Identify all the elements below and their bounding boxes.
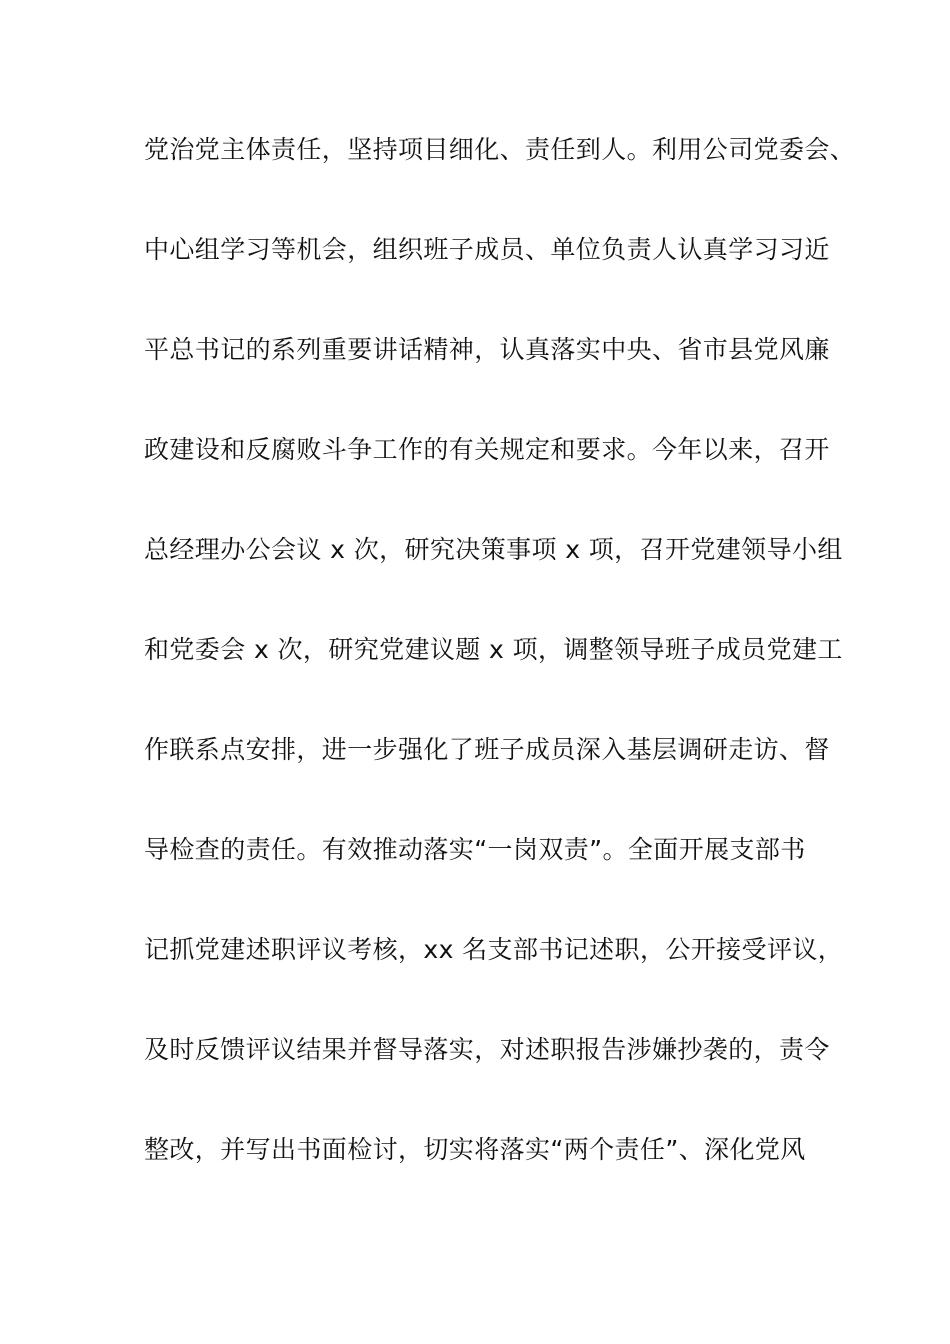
text-line-2: 中心组学习等机会，组织班子成员、单位负责人认真学习习近: [144, 235, 830, 264]
text-line-4: 政建设和反腐败斗争工作的有关规定和要求。今年以来，召开: [144, 435, 830, 464]
body-paragraph: [144, 125, 856, 1225]
text-line-10: 及时反馈评议结果并督导落实，对述职报告涉嫌抄袭的，责令: [144, 1035, 830, 1064]
text-line-1: 党治党主体责任，坚持项目细化、责任到人。利用公司党委会、: [144, 135, 856, 164]
text-line-3: 平总书记的系列重要讲话精神，认真落实中央、省市县党风廉: [144, 335, 830, 364]
text-line-7: 作联系点安排，进一步强化了班子成员深入基层调研走访、督: [144, 735, 830, 764]
text-line-5: 总经理办公会议 x 次，研究决策事项 x 项，召开党建领导小组: [144, 535, 843, 564]
text-line-9: 记抓党建述职评议考核，xx 名支部书记述职，公开接受评议，: [144, 935, 844, 964]
text-line-6: 和党委会 x 次，研究党建议题 x 项，调整领导班子成员党建工: [144, 635, 843, 664]
text-line-11: 整改，并写出书面检讨，切实将落实“两个责任”、深化党风: [144, 1135, 806, 1164]
text-line-8: 导检查的责任。有效推动落实“一岗双责”。全面开展支部书: [144, 835, 806, 864]
